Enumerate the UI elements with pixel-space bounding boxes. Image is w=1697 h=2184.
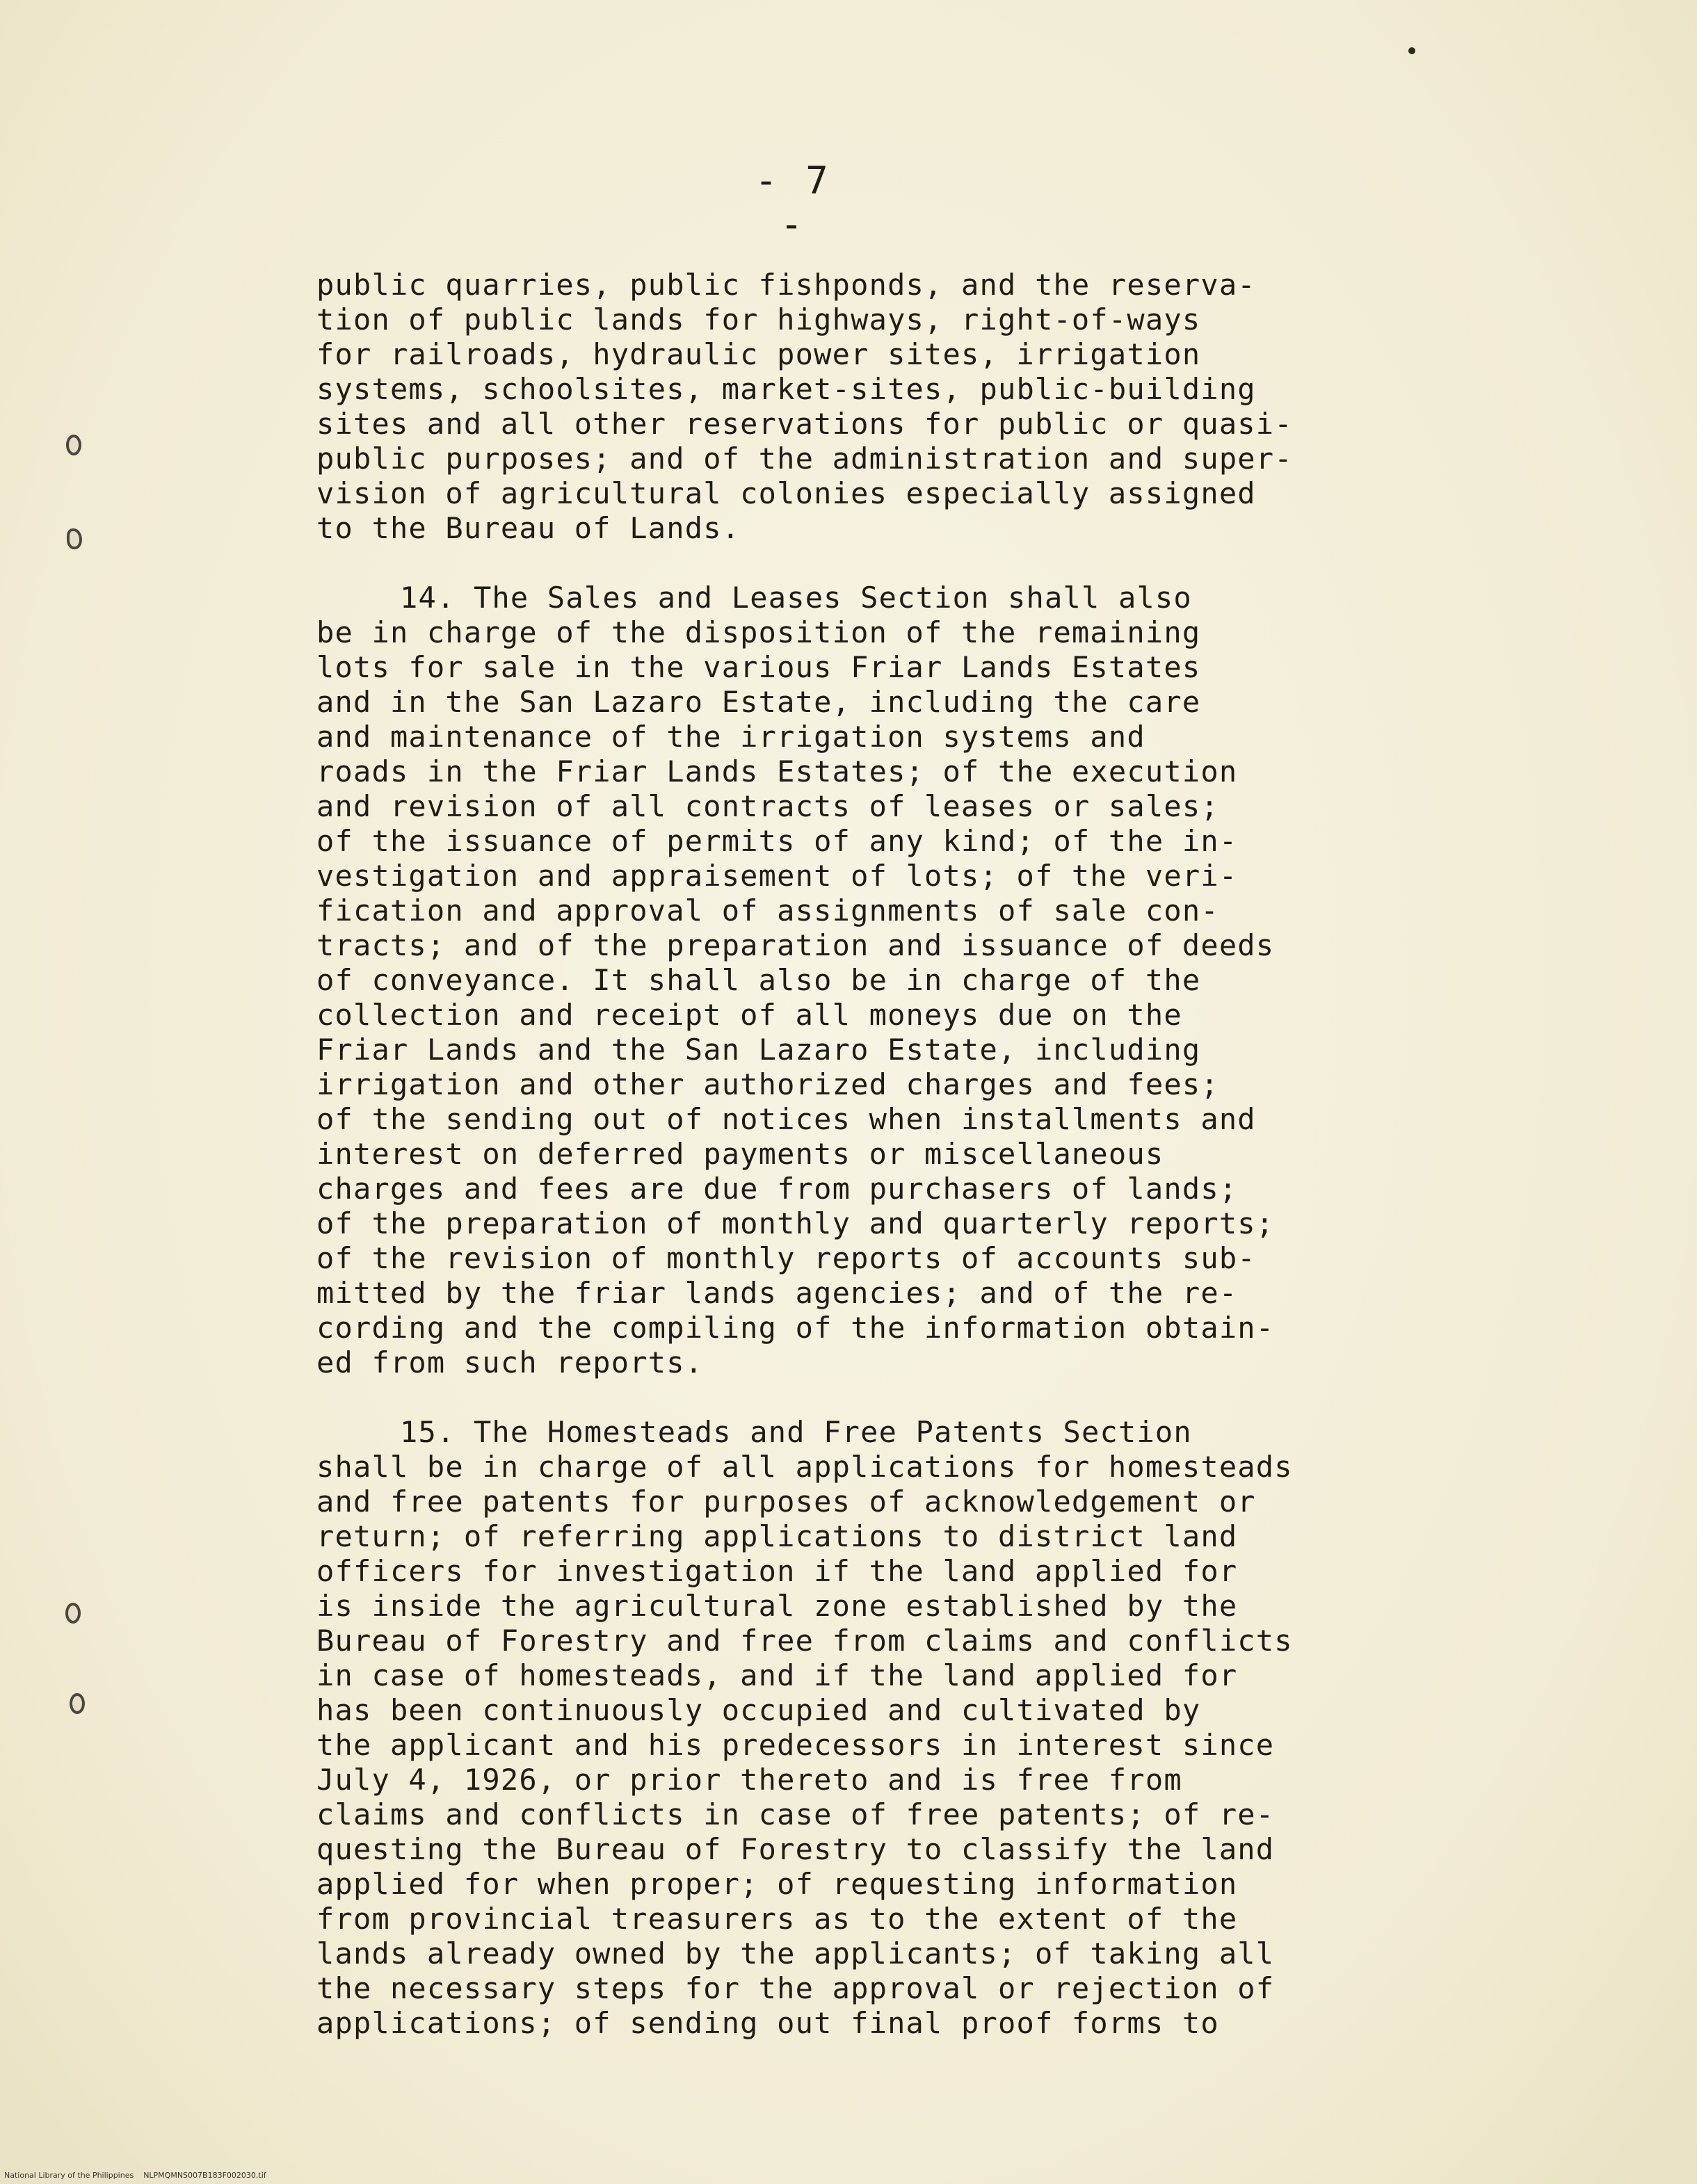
text-line: public purposes; and of the administration and super- <box>316 442 1293 476</box>
text-line: tion of public lands for highways, right-of-ways <box>316 302 1201 337</box>
page-number: - 7 - <box>755 159 831 246</box>
text-line: questing the Bureau of Forestry to classify the land <box>316 1832 1275 1866</box>
ink-speck <box>1408 47 1415 54</box>
text-line: Friar Lands and the San Lazaro Estate, including <box>316 1033 1201 1067</box>
text-line: 15. The Homesteads and Free Patents Section <box>400 1415 1192 1449</box>
text-line: of the preparation of monthly and quarterly reports; <box>316 1206 1275 1240</box>
text-line: fication and approval of assignments of sale con- <box>316 893 1219 928</box>
text-line: lots for sale in the various Friar Lands Estates <box>316 650 1201 684</box>
punch-hole-mark <box>66 435 81 455</box>
text-line: shall be in charge of all applications for homesteads <box>316 1450 1293 1484</box>
text-line: vestigation and appraisement of lots; of the veri- <box>316 859 1238 893</box>
text-line: roads in the Friar Lands Estates; of the execution <box>316 754 1238 788</box>
text-line: ed from such reports. <box>316 1345 704 1380</box>
text-line: lands already owned by the applicants; of taking all <box>316 1936 1275 1971</box>
text-line: and in the San Lazaro Estate, including the care <box>316 685 1201 719</box>
paragraph-15 <box>316 1415 1499 2041</box>
text-line: of conveyance. It shall also be in charge of the <box>316 963 1201 997</box>
text-line: is inside the agricultural zone established by the <box>316 1589 1238 1623</box>
text-line: and maintenance of the irrigation systems and <box>316 720 1145 754</box>
text-line: in case of homesteads, and if the land applied for <box>316 1658 1238 1692</box>
punch-hole-mark <box>70 1693 85 1714</box>
text-line: applications; of sending out final proof forms to <box>316 2006 1219 2040</box>
text-line: vision of agricultural colonies especially assigned <box>316 476 1256 510</box>
punch-hole-mark <box>67 528 82 549</box>
punch-hole-mark <box>65 1603 81 1624</box>
text-line: the applicant and his predecessors in interest since <box>316 1728 1275 1762</box>
text-line: be in charge of the disposition of the remaining <box>316 615 1201 649</box>
text-line: from provincial treasurers as to the extent of the <box>316 1902 1238 1936</box>
text-line: systems, schoolsites, market-sites, public-building <box>316 372 1256 406</box>
text-line: claims and conflicts in case of free patents; of re- <box>316 1797 1275 1831</box>
text-line: cording and the compiling of the information obtain- <box>316 1311 1275 1345</box>
text-line: officers for investigation if the land applied for <box>316 1554 1238 1588</box>
document-body <box>316 268 1499 2041</box>
text-line: and free patents for purposes of acknowledgement or <box>316 1485 1256 1519</box>
text-line: public quarries, public fishponds, and the reserva- <box>316 268 1256 302</box>
text-line: Bureau of Forestry and free from claims and conflicts <box>316 1624 1293 1658</box>
text-line: return; of referring applications to district land <box>316 1519 1238 1553</box>
text-line: has been continuously occupied and cultivated by <box>316 1693 1201 1727</box>
text-line: tracts; and of the preparation and issuance of deeds <box>316 928 1275 962</box>
text-line: of the issuance of permits of any kind; of the in- <box>316 824 1238 858</box>
text-line: irrigation and other authorized charges and fees; <box>316 1067 1219 1101</box>
text-line: applied for when proper; of requesting information <box>316 1867 1238 1901</box>
text-line: mitted by the friar lands agencies; and of the re- <box>316 1276 1238 1310</box>
paragraph-continuation <box>316 268 1499 546</box>
text-line: of the revision of monthly reports of accounts sub- <box>316 1241 1256 1275</box>
paragraph-14 <box>316 581 1499 1380</box>
text-line: charges and fees are due from purchasers of lands; <box>316 1172 1238 1206</box>
text-line: to the Bureau of Lands. <box>316 511 741 545</box>
text-line: for railroads, hydraulic power sites, irrigation <box>316 337 1201 371</box>
text-line: the necessary steps for the approval or rejection of <box>316 1971 1275 2005</box>
text-line: of the sending out of notices when installments and <box>316 1102 1256 1136</box>
text-line: 14. The Sales and Leases Section shall also <box>400 581 1192 615</box>
text-line: interest on deferred payments or miscellaneous <box>316 1137 1164 1171</box>
text-line: sites and all other reservations for public or quasi- <box>316 407 1293 441</box>
text-line: collection and receipt of all moneys due on the <box>316 998 1182 1032</box>
text-line: and revision of all contracts of leases or sales; <box>316 789 1219 823</box>
archive-footer: National Library of the Philippines NLPMQMNS007B183F002030.tif <box>4 2171 266 2180</box>
text-line: July 4, 1926, or prior thereto and is free from <box>316 1763 1182 1797</box>
